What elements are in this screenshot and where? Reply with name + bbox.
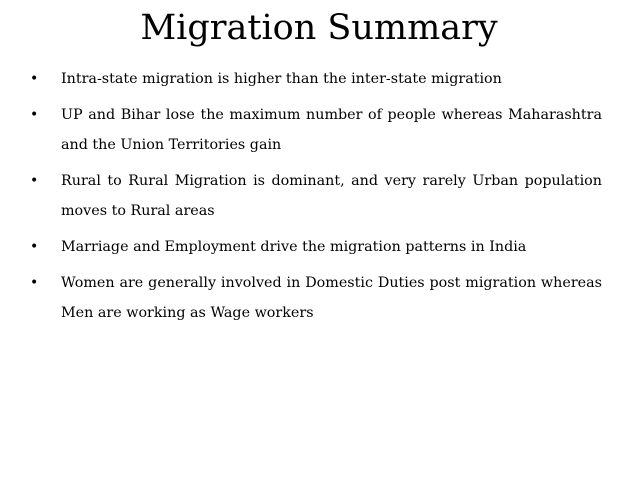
- bullet-text: Rural to Rural Migration is dominant, and very rarely Urban population moves to Rural areas: [61, 173, 602, 219]
- bullet-dot-icon: •: [30, 107, 39, 123]
- bullet-dot-icon: •: [30, 71, 39, 87]
- bullet-item: [30, 232, 602, 262]
- bullet-item: [30, 64, 602, 94]
- bullet-text: Women are generally involved in Domestic Duties post migration whereas Men are working as Wage workers: [61, 275, 602, 321]
- bullet-dot-icon: •: [30, 239, 39, 255]
- bullet-text: Intra-state migration is higher than the inter-state migration: [61, 71, 502, 87]
- bullet-dot-icon: •: [30, 173, 39, 189]
- bullet-item: [30, 268, 602, 328]
- bullet-dot-icon: •: [30, 275, 39, 291]
- bullet-text: Marriage and Employment drive the migration patterns in India: [61, 239, 527, 255]
- bullet-text: UP and Bihar lose the maximum number of people whereas Maharashtra and the Union Territories gain: [61, 107, 602, 153]
- bullet-list: [30, 64, 602, 334]
- slide-title: Migration Summary: [140, 8, 498, 48]
- bullet-item: [30, 166, 602, 226]
- bullet-item: [30, 100, 602, 160]
